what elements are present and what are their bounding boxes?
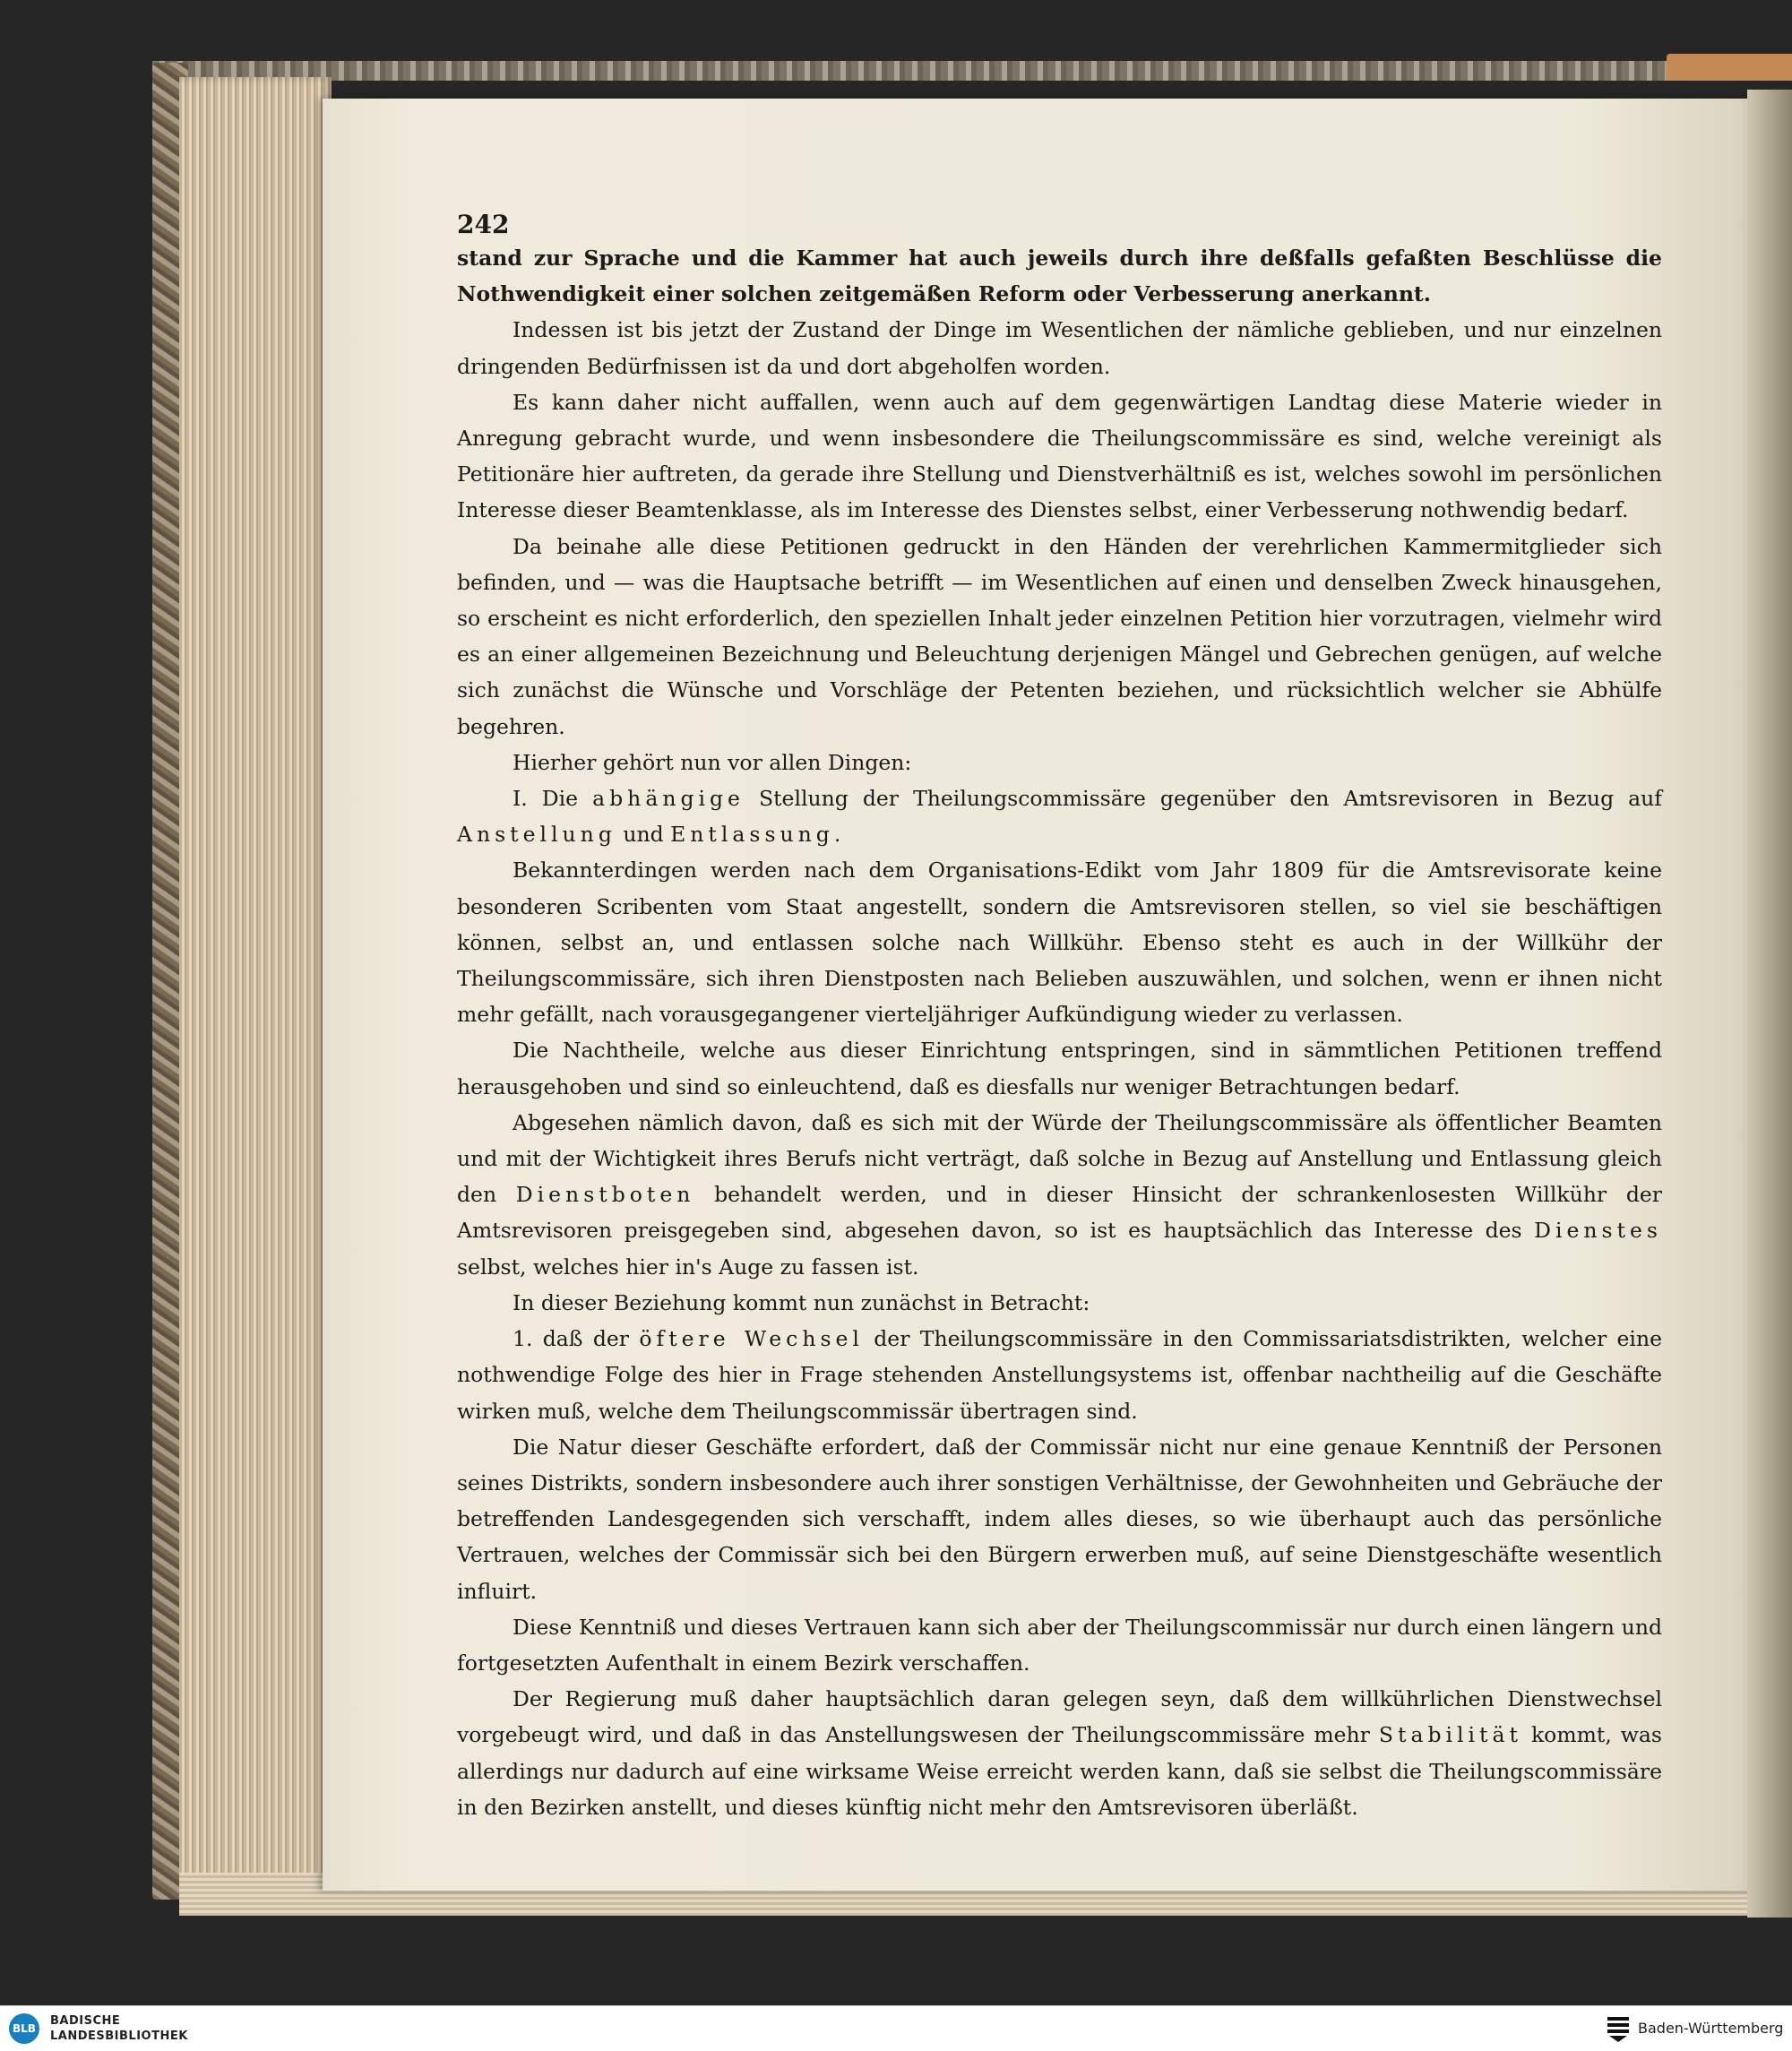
text-run: selbst, welches hier in's Auge zu fassen ist. bbox=[457, 1254, 919, 1280]
paragraph: Da beinahe alle diese Petitionen gedruckt in den Händen der verehrlichen Kammermitglieder sich befinden, und — was die Hauptsache betrifft — im Wesentlichen auf einen und denselben Zweck hinausgehen, so erscheint es nicht erforderlich, den speziellen Inhalt jeder einzelnen Petition hier vorzutragen, vielmehr wird es an einer allgemeinen Bezeichnung und Beleuchtung derjenigen Mängel und Gebrechen genügen, auf welche sich zunächst die Wünsche und Vorschläge der Petenten beziehen, und rücksichtlich welcher sie Abhülfe begehren. bbox=[457, 533, 1662, 739]
blb-logo-icon[interactable]: BLB bbox=[9, 2013, 39, 2044]
text-run: 1. daß der bbox=[513, 1326, 640, 1352]
text-run: der Theilungscommissäre in den Commissariatsdistrikten, welcher eine nothwendige Folge des hier in Frage stehenden Anstellungsystems ist, offenbar nachtheilig auf die Geschäfte wirken muß, welche dem Theilungscommissär übertragen sind. bbox=[457, 1326, 1662, 1424]
section-heading bbox=[457, 780, 1662, 852]
text-run: behandelt werden, und in dieser Hinsicht der schrankenlosesten Willkühr der Amtsrevisoren preisgegeben sind, abgesehen davon, so ist es hauptsächlich das Interesse des bbox=[457, 1182, 1663, 1244]
library-name-line1[interactable]: BADISCHE bbox=[50, 2014, 121, 2028]
page-stack-left bbox=[179, 77, 332, 1914]
text-run: Abgesehen nämlich davon, daß es sich mit der Würde der Theilungscommissäre als öffentlicher Beamten und mit der Wichtigkeit ihres Berufs nicht verträgt, daß solche in Bezug auf Anstellung und Entlassung gleich den bbox=[457, 1109, 1662, 1208]
paragraph: Diese Kenntniß und dieses Vertrauen kann sich aber der Theilungscommissär nur durch einen längern und fortgesetzten Aufenthalt in einem Bezirk verschaffen. bbox=[457, 1614, 1662, 1676]
emphasis: Entlassung bbox=[670, 822, 834, 848]
text-run: Der Regierung muß daher hauptsächlich daran gelegen seyn, daß dem willkührlichen Dienstwechsel vorgebeugt wird, und daß in das Anstellungswesen der Theilungscommissäre mehr bbox=[457, 1686, 1662, 1748]
page-number: 242 bbox=[457, 210, 510, 239]
emphasis: Dienstboten bbox=[515, 1182, 695, 1208]
list-item bbox=[457, 1321, 1662, 1429]
library-name-line2[interactable]: LANDESBIBLIOTHEK bbox=[50, 2029, 188, 2043]
paragraph: Es kann daher nicht auffallen, wenn auch auf dem gegenwärtigen Landtag diese Materie wieder in Anregung gebracht wurde, und wenn insbesondere die Theilungscommissäre es sind, welche vereinigt als Petitionäre hier auftreten, da gerade ihre Stellung und Dienstverhältniß es ist, welches sowohl im persönlichen Interesse dieser Beamtenklasse, als im Interesse des Dienstes selbst, einer Verbesserung nothwendig bedarf. bbox=[457, 389, 1662, 523]
text-run: Stellung der Theilungscommissäre gegenüber den Amtsrevisoren in Bezug auf bbox=[744, 786, 1662, 812]
paragraph: Bekannterdingen werden nach dem Organisations-Edikt vom Jahr 1809 für die Amtsrevisorate keine besonderen Scribenten vom Staat angestellt, sondern die Amtsrevisoren stellen, so viel sie beschäftigen können, selbst an, und entlassen solche nach Willkühr. Ebenso steht es auch in der Willkühr der Theilungscommissäre, sich ihren Dienstposten nach Belieben auszuwählen, und solchen, wenn er ihnen nicht mehr gefällt, nach vorausgegangener vierteljähriger Aufkündigung wieder zu verlassen. bbox=[457, 857, 1662, 1028]
emphasis: Anstellung bbox=[457, 822, 616, 848]
page-text bbox=[457, 206, 1662, 1825]
text-run: kommt, was allerdings nur dadurch auf eine wirksame Weise erreicht werden kann, daß sie selbst die Theilungscommissäre in den Bezirken anstellt, und dieses künftig nicht mehr den Amtsrevisoren überläßt. bbox=[457, 1722, 1662, 1820]
paragraph: Die Nachtheile, welche aus dieser Einrichtung entspringen, sind in sämmtlichen Petitionen treffend herausgehoben und sind so einleuchtend, daß es diesfalls nur weniger Betrachtungen bedarf. bbox=[457, 1038, 1662, 1099]
text-run: I. Die bbox=[513, 786, 593, 812]
paragraph: In dieser Beziehung kommt nun zunächst in Betracht: bbox=[513, 1289, 1090, 1315]
text-run: . bbox=[833, 822, 841, 848]
baden-wuerttemberg-label[interactable]: Baden-Württemberg bbox=[1638, 2020, 1784, 2037]
bookmark-ribbon bbox=[1667, 54, 1792, 81]
emphasis: Stabilität bbox=[1378, 1722, 1522, 1748]
page-curl bbox=[1747, 90, 1792, 1917]
emphasis: Dienstes bbox=[1534, 1218, 1662, 1244]
paragraph bbox=[457, 1105, 1662, 1285]
emphasis: abhängige bbox=[592, 786, 745, 812]
paragraph bbox=[457, 1681, 1662, 1825]
paragraph: Hierher gehört nun vor allen Dingen: bbox=[513, 749, 912, 775]
paragraph: Die Natur dieser Geschäfte erfordert, daß der Commissär nicht nur eine genaue Kenntniß der Personen seines Distrikts, sondern insbesondere auch ihrer sonstigen Verhältnisse, der Gewohnheiten und Gebräuche der betreffenden Landesgegenden sich verschafft, indem alles dieses, so wie überhaupt auch das persönliche Vertrauen, welches der Commissär sich bei den Bürgern erwerben muß, auf seine Dienstgeschäfte wesentlich influirt. bbox=[457, 1434, 1662, 1604]
viewer-footer bbox=[0, 2005, 1792, 2051]
paragraph: stand zur Sprache und die Kammer hat auch jeweils durch ihre deßfalls gefaßten Beschlüsse die Nothwendigkeit einer solchen zeitgemäßen Reform oder Verbesserung anerkannt. bbox=[457, 246, 1662, 307]
emphasis: öftere Wechsel bbox=[639, 1326, 864, 1352]
book-cover-top-edge bbox=[152, 61, 1792, 81]
paragraph: Indessen ist bis jetzt der Zustand der Dinge im Wesentlichen der nämliche geblieben, und nur einzelnen dringenden Bedürfnissen ist da und dort abgeholfen worden. bbox=[457, 317, 1662, 379]
text-run: und bbox=[616, 822, 671, 848]
baden-wuerttemberg-emblem-icon[interactable] bbox=[1606, 2014, 1631, 2043]
